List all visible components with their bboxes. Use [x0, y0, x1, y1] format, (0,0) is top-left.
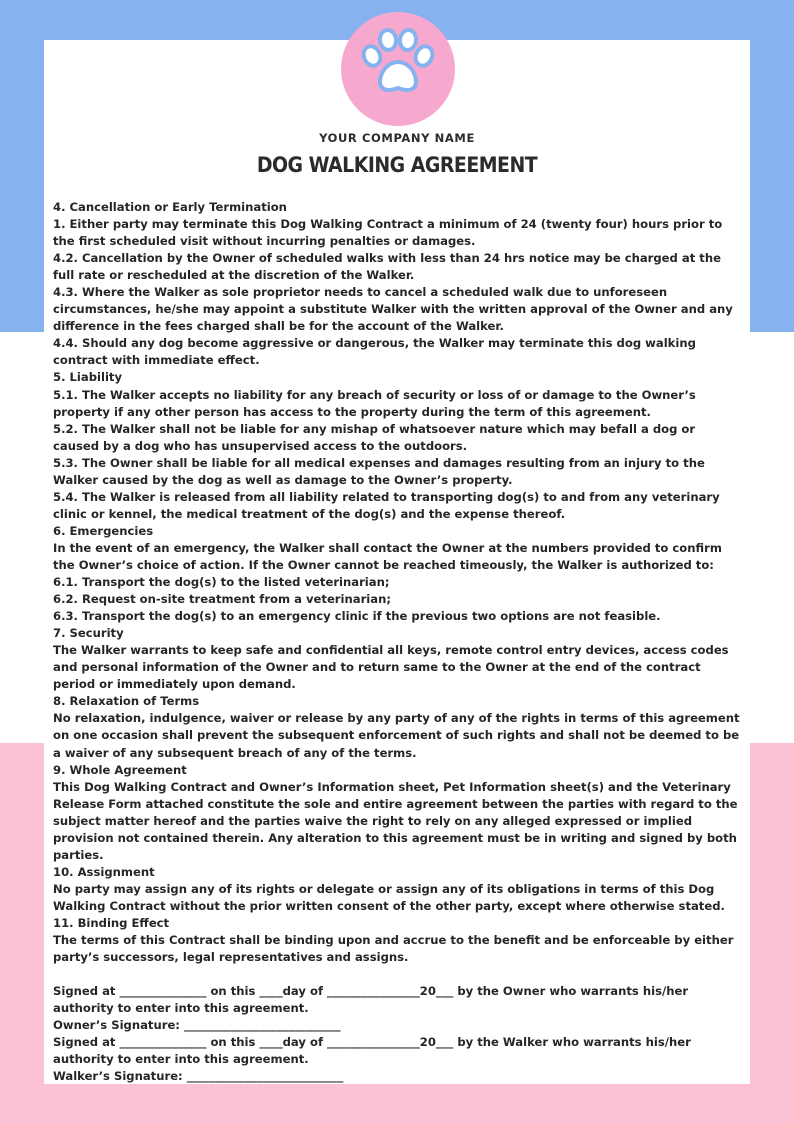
walker-signature-line: Walker’s Signature: ___________________________ — [53, 1069, 344, 1084]
section-heading: 8. Relaxation of Terms — [53, 694, 200, 709]
section-heading: 11. Binding Effect — [53, 915, 170, 930]
walker-signed-line: Signed at _______________ on this ____day of ________________20___ by the Walker who warrants his/her authority to enter into this agreement. — [53, 1035, 691, 1067]
clause: No party may assign any of its rights or delegate or assign any of its obligations in terms of this Dog Walking Contract without the prior written consent of the other party, except where otherwise stated. — [53, 881, 725, 913]
clause: 6.3. Transport the dog(s) to an emergency clinic if the previous two options are not feasible. — [53, 609, 661, 624]
document-page — [44, 40, 750, 1084]
clause: 5.3. The Owner shall be liable for all medical expenses and damages resulting from an injury to the Walker caused by the dog as well as damage to the Owner’s property. — [53, 455, 705, 487]
owner-signed-line: Signed at _______________ on this ____day of ________________20___ by the Owner who warrants his/her authority to enter into this agreement. — [53, 984, 689, 1016]
spacer — [53, 966, 745, 983]
clause: 5.4. The Walker is released from all liability related to transporting dog(s) to and from any veterinary clinic or kennel, the medical treatment of the dog(s) and the expense thereof. — [53, 489, 720, 521]
page-title: DOG WALKING AGREEMENT — [256, 153, 538, 177]
clause: 5.1. The Walker accepts no liability for any breach of security or loss of or damage to the Owner’s property if any other person has access to the property during the term of this agreement. — [53, 387, 696, 419]
clause: 4.2. Cancellation by the Owner of scheduled walks with less than 24 hrs notice may be charged at the full rate or rescheduled at the discretion of the Walker. — [53, 251, 721, 283]
clause: 4.4. Should any dog become aggressive or dangerous, the Walker may terminate this dog walking contract with immediate effect. — [53, 336, 696, 368]
clause: 4.3. Where the Walker as sole proprietor needs to cancel a scheduled walk due to unforeseen circumstances, he/she may appoint a substitute Walker with the written approval of the Owner and any difference in the fees charged shall be for the account of the Walker. — [53, 285, 733, 334]
clause: 1. Either party may terminate this Dog Walking Contract a minimum of 24 (twenty four) hours prior to the first scheduled visit without incurring penalties or damages. — [53, 217, 723, 249]
section-heading: 4. Cancellation or Early Termination — [53, 200, 287, 214]
owner-signature-line: Owner’s Signature: ___________________________ — [53, 1018, 341, 1033]
paw-icon — [358, 26, 438, 106]
section-heading: 9. Whole Agreement — [53, 762, 187, 777]
clause: 6.1. Transport the dog(s) to the listed veterinarian; — [53, 575, 390, 590]
clause: No relaxation, indulgence, waiver or release by any party of any of the rights in terms of this agreement on one occasion shall prevent the subsequent enforcement of such rights and shall not be deemed to be a waiver of any subsequent breach of any of the terms. — [53, 711, 740, 760]
section-heading: 10. Assignment — [53, 864, 155, 879]
clause: 5.2. The Walker shall not be liable for any mishap of whatsoever nature which may befall a dog or caused by a dog who has unsupervised access to the outdoors. — [53, 421, 696, 453]
clause: In the event of an emergency, the Walker shall contact the Owner at the numbers provided to confirm the Owner’s choice of action. If the Owner cannot be reached timeously, the Walker is authorized to: — [53, 540, 722, 572]
section-heading: 7. Security — [53, 626, 124, 641]
clause: The terms of this Contract shall be binding upon and accrue to the benefit and be enforceable by either party’s successors, legal representatives and assigns. — [53, 933, 734, 965]
agreement-body — [53, 199, 745, 1085]
clause: This Dog Walking Contract and Owner’s Information sheet, Pet Information sheet(s) and the Veterinary Release Form attached constitute the sole and entire agreement between the parties with regard to the subject matter hereof and the parties waive the right to rely on any alleged expressed or implied provision not contained therein. Any alteration to this agreement must be in writing and signed by both parties. — [53, 779, 738, 862]
section-heading: 5. Liability — [53, 370, 123, 385]
clause: The Walker warrants to keep safe and confidential all keys, remote control entry devices, access codes and personal information of the Owner and to return same to the Owner at the end of the contract period or immediately upon demand. — [53, 643, 729, 692]
section-heading: 6. Emergencies — [53, 523, 154, 538]
clause: 6.2. Request on-site treatment from a veterinarian; — [53, 592, 391, 607]
company-name: YOUR COMPANY NAME — [319, 131, 475, 145]
company-logo — [341, 12, 455, 126]
